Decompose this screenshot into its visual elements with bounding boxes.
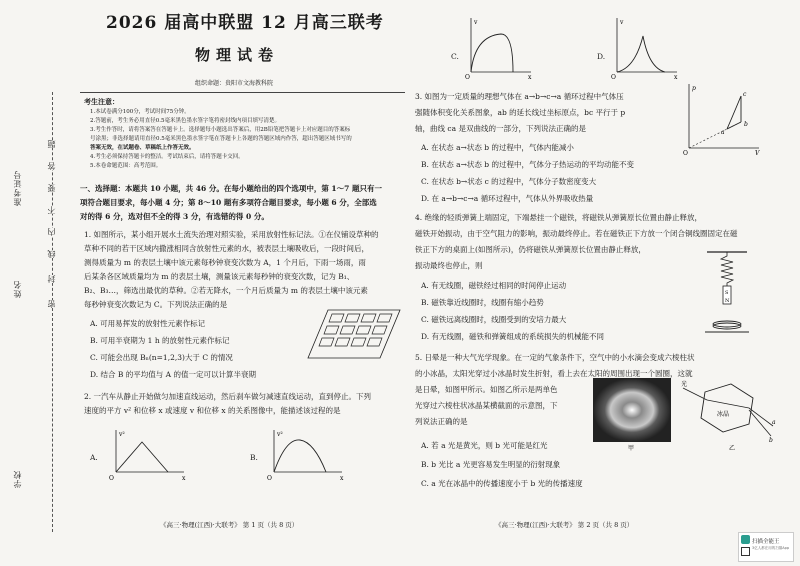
q5-a-label: a xyxy=(772,419,776,426)
q1-stem: 草种不同的若干区域内撒涨相同含放射性元素的水，被表层土壤吸收后，一段时间后， xyxy=(84,244,369,253)
exam-title: 2026 届高中联盟 12 月高三联考 xyxy=(106,13,384,33)
q3-o-label: O xyxy=(683,150,688,157)
q3-pv-diagram xyxy=(683,82,763,157)
seal-dashed-line xyxy=(52,92,53,532)
q2-option-c-label: C. xyxy=(451,52,459,61)
seal-char: 密 xyxy=(47,300,56,308)
q5-stem: 5. 日晕是一种大气光学现象。在一定的气象条件下，空气中的小水滴会变成六棱柱状 xyxy=(415,353,695,362)
q1-stem: 1. 如图所示，某小组开展水土流失治理对照实验，采用放射性标记法。①在仪铺设草种的 xyxy=(84,230,379,239)
divider xyxy=(80,92,405,93)
q2-option-b-label: B. xyxy=(250,453,258,462)
section-instructions: 一、选择题：本题共 10 小题，共 46 分。在每小题给出的四个选项中，第 1～7 题只有一 xyxy=(80,184,382,193)
magnet-n-label: N xyxy=(725,298,730,304)
exam-id-label: 准考证号 xyxy=(13,170,22,206)
q4-option-d: D. 有无线圈，磁铁和弹簧组成的系统损失的机械能不同 xyxy=(421,332,605,341)
school-label: 学校 xyxy=(13,470,22,488)
seal-char: 题 xyxy=(47,140,56,148)
q3-c-label: c xyxy=(743,91,747,98)
q5-crystal-label: 冰晶 xyxy=(717,411,730,418)
q2-d-xlabel: x xyxy=(674,74,678,81)
q2-a-xlabel: x xyxy=(182,475,186,482)
q4-stem: 磁铁开始振动，由于空气阻力的影响，振动最终停止。若在磁铁正下方放一个闭合铜线圈固定在磁 xyxy=(415,229,738,238)
notice-item: 3.考生作答时，请将答案答在答题卡上。选择题每小题选出答案后，用2B铅笔把答题卡上对应题目的答案标 xyxy=(90,127,351,133)
q1-stem: B₂、B₃…，筛选出最优的草种。②若无降水，一个月后质量为 m 的表层土壤中该元素 xyxy=(84,286,368,295)
q2-graph-c xyxy=(465,16,535,81)
seal-char: 内 xyxy=(47,228,56,236)
magnet-s-label: S xyxy=(725,290,729,296)
binding-margin xyxy=(8,90,68,535)
exam-subtitle: 物理试卷 xyxy=(195,46,280,64)
section-instructions: 项符合题目要求，每小题 4 分；第 8～10 题有多项符合题目要求，每小题 6 分，全部选 xyxy=(80,198,377,207)
name-label: 姓名 xyxy=(13,280,22,298)
q2-c-xlabel: x xyxy=(528,74,532,81)
q3-v-label: V xyxy=(755,150,760,157)
notice-item: 1.本试卷满分100分，考试时间75分钟。 xyxy=(90,109,190,115)
notice-heading: 考生注意： xyxy=(84,97,119,106)
q3-stem: 轴，曲线 ca 是双曲线的一部分，下列说法正确的是 xyxy=(415,124,586,133)
q4-stem: 4. 绝缘的轻质弹簧上端固定，下端悬挂一个磁铁，将磁铁从弹簧原长位置由静止释放， xyxy=(415,213,703,222)
q5-stem: 的小冰晶，太阳光穿过小冰晶时发生折射，看上去在太阳的周围出现一个圆圈，这就 xyxy=(415,369,693,378)
q1-stem: 后某条各区域质量均为 m 的表层土壤，测量该元素每秒钟的衰变次数，记为 B₁、 xyxy=(84,272,355,281)
q5-option-b: B. b 光比 a 光更容易发生明显的衍射现象 xyxy=(421,460,561,469)
notice-item: 2.答题前，考生务必用直径0.5毫米黑色墨水签字笔将密封线内项目填写清楚。 xyxy=(90,118,280,124)
q2-b-origin: O xyxy=(267,475,272,482)
q2-a-ylabel: v² xyxy=(119,431,125,438)
page-1-footer: 《高三·物理(江西)·大联考》 第 1 页（共 8 页） xyxy=(160,521,299,529)
q1-option-d: D. 结合 B 的平均值与 A 的值一定可以计算半衰期 xyxy=(90,370,256,379)
q1-option-a: A. 可用易挥发的放射性元素作标记 xyxy=(90,319,206,328)
qr-code-icon xyxy=(741,547,750,556)
q2-d-origin: O xyxy=(611,74,616,81)
scanner-app-sub: 3亿人都在用的扫描App xyxy=(752,546,790,550)
q3-option-c: C. 在状态 b→状态 c 的过程中，气体分子数密度变大 xyxy=(421,177,597,186)
q2-d-ylabel: v xyxy=(620,19,624,26)
q1-option-c: C. 可能会出现 Bₙ(n=1,2,3)大于 C 的情况 xyxy=(90,353,233,362)
seal-char: 答 xyxy=(47,162,56,170)
q3-p-label: p xyxy=(692,85,696,92)
q2-c-ylabel: v xyxy=(474,19,478,26)
plot-grid-figure xyxy=(308,308,403,363)
q2-option-d-label: D. xyxy=(597,52,606,61)
q3-a-label: a xyxy=(721,129,725,136)
q4-option-b: B. 磁铁靠近线圈时，线圈有缩小趋势 xyxy=(421,298,544,307)
scanner-app-name: 扫描全能王 xyxy=(752,539,780,545)
seal-char: 要 xyxy=(47,184,56,192)
q1-stem: 每秒钟衰变次数记为 C。下列说法正确的是 xyxy=(84,300,228,309)
section-instructions: 对的得 6 分，选对但不全的得 3 分，有选错的得 0 分。 xyxy=(80,212,269,221)
notice-item: 5.本卷命题范围：高考范围。 xyxy=(90,163,162,169)
page-2 xyxy=(415,0,790,566)
organizer: 组织命题：贵阳市文海教科院 xyxy=(195,80,274,87)
notice-item: 答案无效，在试题卷、草稿纸上作答无效。 xyxy=(90,145,195,151)
q2-stem: 速度的平方 v² 和位移 x 或速度 v 和位移 x 的关系图像中，能描述该过程的是 xyxy=(84,406,341,415)
q5-stem: 列说法正确的是 xyxy=(415,417,468,426)
q2-graph-d xyxy=(611,16,681,81)
q2-c-origin: O xyxy=(465,74,470,81)
q4-option-a: A. 有无线圈，磁铁经过相同的时间停止运动 xyxy=(421,281,567,290)
q5-crystal-diagram xyxy=(679,378,779,458)
page-1 xyxy=(80,0,405,566)
q5-yi-label: 乙 xyxy=(729,445,736,452)
scanner-logo-icon xyxy=(741,535,750,544)
seal-char: 封 xyxy=(47,275,56,283)
q5-b-label: b xyxy=(769,437,773,444)
q5-option-c: C. a 光在冰晶中的传播速度小于 b 光的传播速度 xyxy=(421,479,583,488)
q2-graph-b xyxy=(266,428,346,482)
q5-jia-label: 甲 xyxy=(628,445,635,452)
q2-stem: 2. 一汽车从静止开始做匀加速直线运动，然后刹车做匀减速直线运动，直到停止。下列 xyxy=(84,392,372,401)
q5-option-a: A. 若 a 光是黄光，则 b 光可能是红光 xyxy=(421,441,548,450)
q4-stem: 振动最终也停止，则 xyxy=(415,261,483,270)
seal-char: 不 xyxy=(47,206,56,214)
q2-option-a-label: A. xyxy=(90,453,98,462)
q3-b-label: b xyxy=(744,121,748,128)
q4-stem: 铁正下方的桌面上(如图所示)，仍将磁铁从弹簧原长位置由静止释放， xyxy=(415,245,646,254)
notice-item: 4.考生必须保持答题卡的整洁。考试结束后，请将答题卡交回。 xyxy=(90,154,244,160)
q1-option-b: B. 可用半衰期为 1 h 的放射性元素作标记 xyxy=(90,336,230,345)
q4-option-c: C. 磁铁远离线圈时，线圈受到的安培力最大 xyxy=(421,315,567,324)
q3-option-b: B. 在状态 a→状态 b 的过程中，气体分子热运动的平均动能不变 xyxy=(421,160,634,169)
notice-item: 号涂黑；非选择题请用直径0.5毫米黑色墨水签字笔在答题卡上各题的答题区域内作答，超出答题区域书写的 xyxy=(90,136,352,142)
q2-b-ylabel: v² xyxy=(277,431,283,438)
page-2-footer: 《高三·物理(江西)·大联考》 第 2 页（共 8 页） xyxy=(495,521,634,529)
q4-spring-diagram xyxy=(697,250,757,340)
q1-stem: 测得质量为 m 的表层土壤中该元素每秒钟衰变次数为 A，1 个月后，下雨一场雨，雨 xyxy=(84,258,366,267)
q2-graph-a xyxy=(108,428,188,482)
seal-char: 线 xyxy=(47,250,56,258)
q5-halo-photo xyxy=(593,378,671,452)
q5-light-label: 光 xyxy=(681,381,688,388)
q2-b-xlabel: x xyxy=(340,475,344,482)
q3-stem: 强随体积变化关系图象，ab 的延长线过坐标原点，bc 平行于 p xyxy=(415,108,626,117)
q3-option-a: A. 在状态 a→状态 b 的过程中，气体内能减小 xyxy=(421,143,574,152)
q3-option-d: D. 在 a→b→c→a 循环过程中，气体从外界吸收热量 xyxy=(421,194,594,203)
q2-a-origin: O xyxy=(109,475,114,482)
q5-stem: 是日晕，如图甲所示。如图乙所示是两单色 xyxy=(415,385,558,394)
q3-stem: 3. 如图为一定质量的理想气体在 a→b→c→a 循环过程中气体压 xyxy=(415,92,624,101)
q5-stem: 光穿过六棱柱状冰晶某横截面的示意图，下 xyxy=(415,401,558,410)
